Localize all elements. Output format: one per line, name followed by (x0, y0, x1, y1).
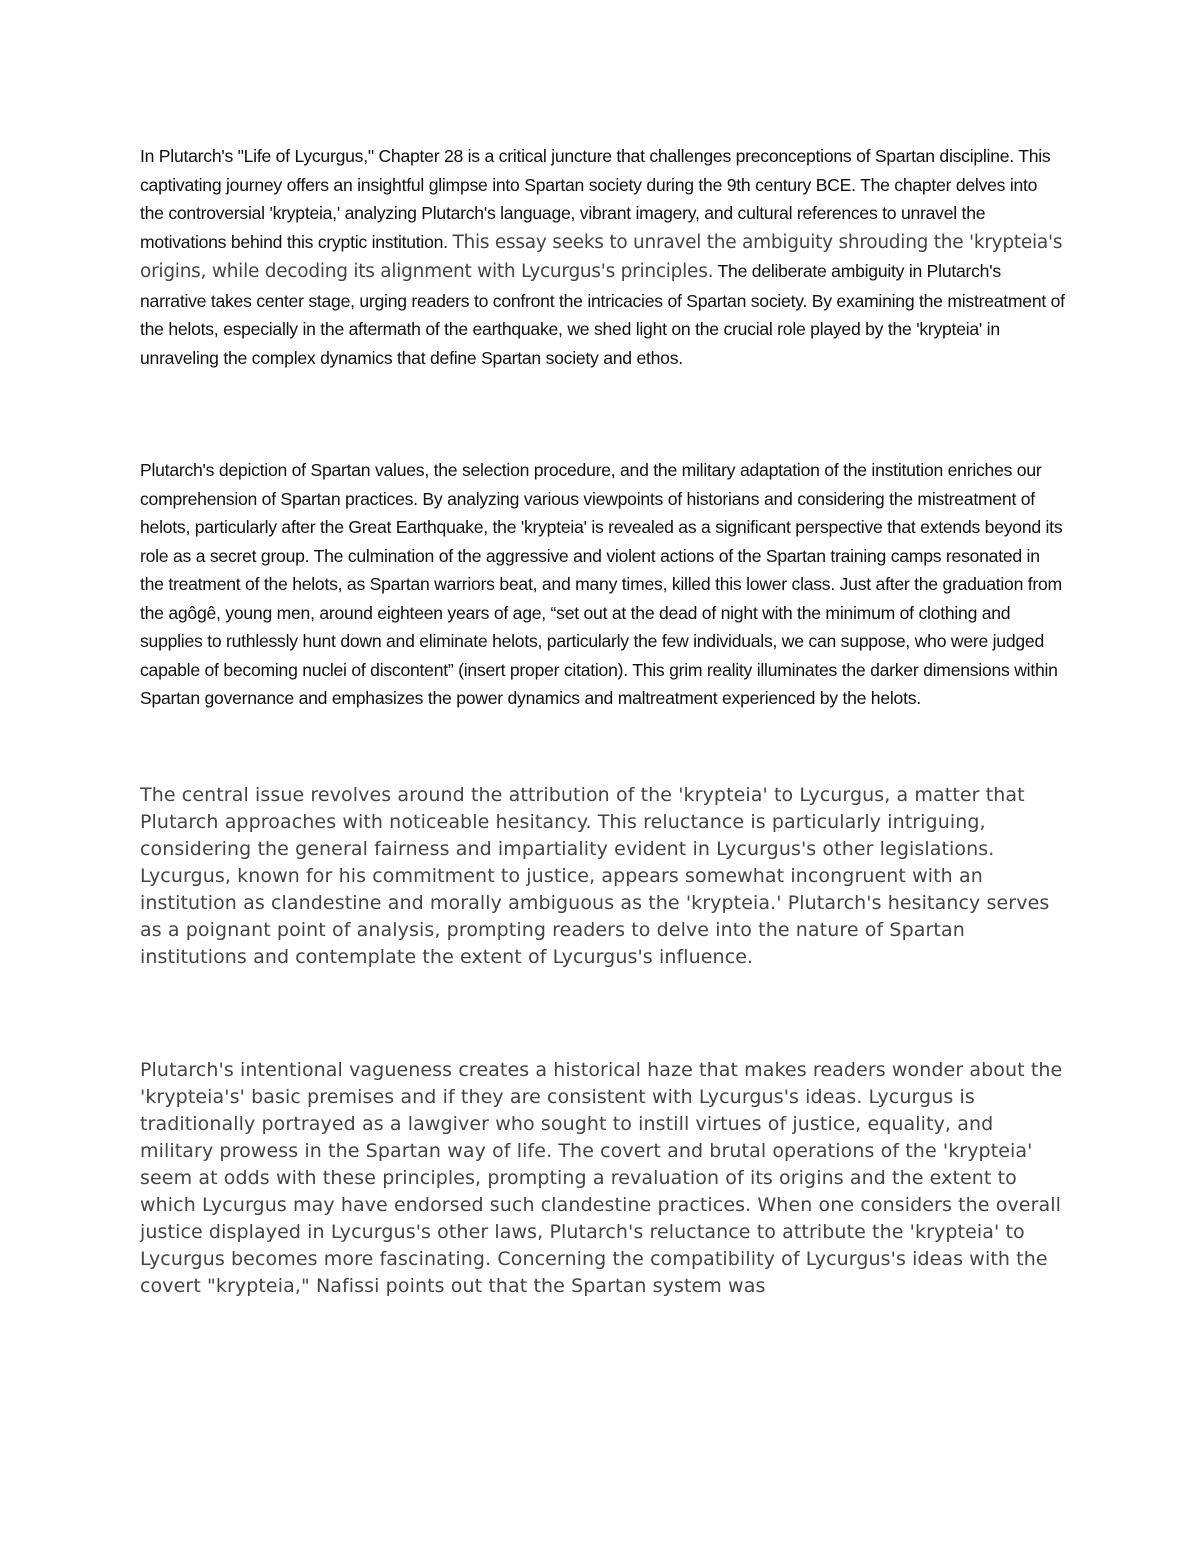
intro-text-part3: The deliberate ambiguity in Plutarch's narrative takes center stage, urging readers to confront the intricacies of Spartan society. By examining the mistreatment of the helots, especially in the aftermath of the earthquake, we shed light on the crucial role played by the 'krypteia' in unraveling the complex dynamics that define Spartan society and ethos. (140, 261, 1065, 368)
intro-paragraph (140, 142, 1065, 372)
intro-text-part1: In Plutarch's "Life of Lycurgus," Chapter 28 is a critical juncture that challenges preconceptions of Spartan discipline. This captivating journey offers an insightful glimpse into Spartan society during the 9th century BCE. The chapter delves into the controversial 'krypteia,' analyzing Plutarch's language, vibrant imagery, and cultural references to unravel the motivations behind this cryptic institution. (140, 146, 1051, 252)
body-paragraph-vagueness: Plutarch's intentional vagueness creates a historical haze that makes readers wonder about the 'krypteia's' basic premises and if they are consistent with Lycurgus's ideas. Lycurgus is traditionally portrayed as a lawgiver who sought to instill virtues of justice, equality, and military prowess in the Spartan way of life. The covert and brutal operations of the 'krypteia' seem at odds with these principles, prompting a revaluation of its origins and the extent to which Lycurgus may have endorsed such clandestine practices. When one considers the overall justice displayed in Lycurgus's other laws, Plutarch's reluctance to attribute the 'krypteia' to Lycurgus becomes more fascinating. Concerning the compatibility of Lycurgus's ideas with the covert "krypteia," Nafissi points out that the Spartan system was (140, 1059, 1063, 1297)
intro-thesis-statement: This essay seeks to unravel the ambiguity shrouding the 'krypteia's origins, while decoding its alignment with Lycurgus's principles. (140, 231, 1063, 282)
body-paragraph-attribution: The central issue revolves around the attribution of the 'krypteia' to Lycurgus, a matter that Plutarch approaches with noticeable hesitancy. This reluctance is particularly intriguing, considering the general fairness and impartiality evident in Lycurgus's other legislations. Lycurgus, known for his commitment to justice, appears somewhat incongruent with an institution as clandestine and morally ambiguous as the 'krypteia.' Plutarch's hesitancy serves as a poignant point of analysis, prompting readers to delve into the nature of Spartan institutions and contemplate the extent of Lycurgus's influence. (140, 784, 1050, 968)
body-paragraph-values: Plutarch's depiction of Spartan values, the selection procedure, and the military adaptation of the institution enriches our comprehension of Spartan practices. By analyzing various viewpoints of historians and considering the mistreatment of helots, particularly after the Great Earthquake, the 'krypteia' is revealed as a significant perspective that extends beyond its role as a secret group. The culmination of the aggressive and violent actions of the Spartan training camps resonated in the treatment of the helots, as Spartan warriors beat, and many times, killed this lower class. Just after the graduation from the agôgê, young men, around eighteen years of age, “set out at the dead of night with the minimum of clothing and supplies to ruthlessly hunt down and eliminate helots, particularly the few individuals, we can suppose, who were judged capable of becoming nuclei of discontent” (insert proper citation). This grim reality illuminates the darker dimensions within Spartan governance and emphasizes the power dynamics and maltreatment experienced by the helots. (140, 460, 1063, 708)
